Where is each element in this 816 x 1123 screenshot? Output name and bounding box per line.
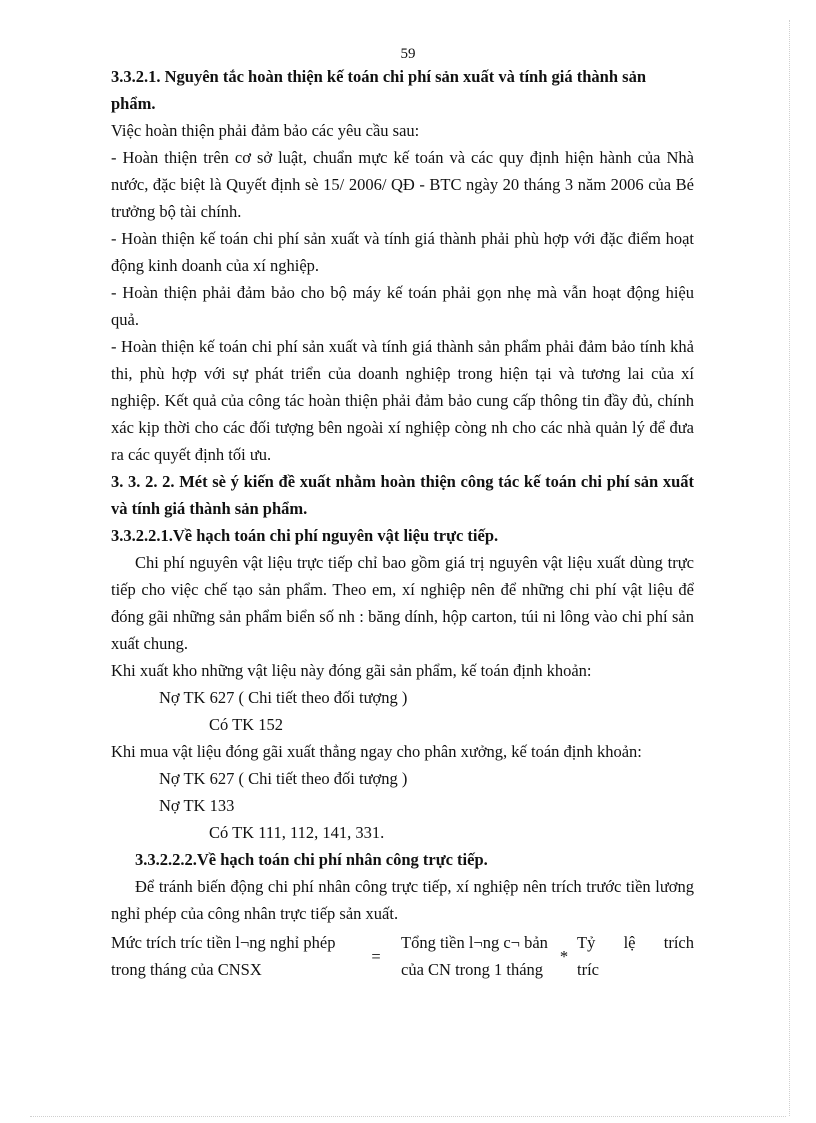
formula-right-term <box>577 929 694 983</box>
journal-entry-debit: Nợ TK 627 ( Chi tiết theo đối tượng ) <box>159 688 408 707</box>
requirement-item: - Hoàn thiện phải đảm bảo cho bộ máy kế toán phải gọn nhẹ mà vẫn hoạt động hiệu quả. <box>111 283 694 329</box>
section-heading-3-3-2-1: 3.3.2.1. Nguyên tắc hoàn thiện kế toán chi phí sản xuất và tính giá thành sản phẩm. <box>111 67 646 113</box>
subsection-heading-labor: 3.3.2.2.2.Về hạch toán chi phí nhân công trực tiếp. <box>135 850 488 869</box>
accrual-formula <box>111 929 694 983</box>
requirement-item: - Hoàn thiện kế toán chi phí sản xuất và tính giá thành phải phù hợp với đặc điểm hoạt động kinh doanh của xí nghiệp. <box>111 229 694 275</box>
subsection-heading-materials: 3.3.2.2.1.Về hạch toán chi phí nguyên vật liệu trực tiếp. <box>111 526 499 545</box>
document-body <box>111 63 694 983</box>
formula-equals-sign: = <box>371 946 381 966</box>
formula-right-line-2: tríc <box>577 960 599 979</box>
formula-right-line-1: Tỷ lệ trích <box>577 933 694 952</box>
materials-line-a: Khi xuất kho những vật liệu này đóng gãi sản phẩm, kế toán định khoản: <box>111 661 592 680</box>
requirement-item: - Hoàn thiện kế toán chi phí sản xuất và tính giá thành sản phẩm phải đảm bảo tính khả thi, phù hợp với sự phát triển của doanh nghiệp trong hiện tại và tương lai của xí nghiệp. Kết quả của công tác hoàn thiện phải đảm bảo cung cấp thông tin đầy đủ, chính xác kịp thời cho các đối tượng bên ngoài xí nghiệp còng nh cho các nhà quản lý để đưa ra các quyết định tối ưu. <box>111 337 694 464</box>
journal-entry-credit: Có TK 152 <box>209 715 283 734</box>
journal-entry-debit: Nợ TK 627 ( Chi tiết theo đối tượng ) <box>159 769 408 788</box>
page-border-right <box>789 20 790 1116</box>
materials-paragraph: Chi phí nguyên vật liệu trực tiếp chỉ bao gồm giá trị nguyên vật liệu xuất dùng trực tiếp cho việc chế tạo sản phẩm. Theo em, xí nghiệp nên để những chi phí vật liệu để đóng gãi những sản phẩm biển số nh : băng dính, hộp carton, túi ni lông vào chi phí sản xuất chung. <box>111 553 694 653</box>
section-heading-3-3-2-2: 3. 3. 2. 2. Mét sè ý kiến đề xuất nhằm hoàn thiện công tác kế toán chi phí sản xuất và tính giá thành sản phẩm. <box>111 472 694 518</box>
labor-paragraph: Để tránh biến động chi phí nhân công trực tiếp, xí nghiệp nên trích trước tiền lương nghỉ phép của công nhân trực tiếp sản xuất. <box>111 877 694 923</box>
page-number: 59 <box>400 46 416 62</box>
formula-multiply-sign: * <box>559 946 569 966</box>
section-intro: Việc hoàn thiện phải đảm bảo các yêu cầu sau: <box>111 121 420 140</box>
materials-line-b: Khi mua vật liệu đóng gãi xuất thẳng ngay cho phân xưởng, kế toán định khoản: <box>111 742 642 761</box>
journal-entry-debit-vat: Nợ TK 133 <box>159 796 235 815</box>
journal-entry-credit: Có TK 111, 112, 141, 331. <box>209 823 385 842</box>
formula-middle-term: Tổng tiền l¬ng c¬ bản của CN trong 1 tháng <box>401 933 548 979</box>
formula-left-term: Mức trích tríc tiền l¬ng nghỉ phép trong tháng của CNSX <box>111 933 336 979</box>
page-border-bottom <box>30 1116 786 1117</box>
requirement-item: - Hoàn thiện trên cơ sở luật, chuẩn mực kế toán và các quy định hiện hành của Nhà nước, đặc biệt là Quyết định sè 15/ 2006/ QĐ - BTC ngày 20 tháng 3 năm 2006 của Bé trưởng bộ tài chính. <box>111 148 694 221</box>
